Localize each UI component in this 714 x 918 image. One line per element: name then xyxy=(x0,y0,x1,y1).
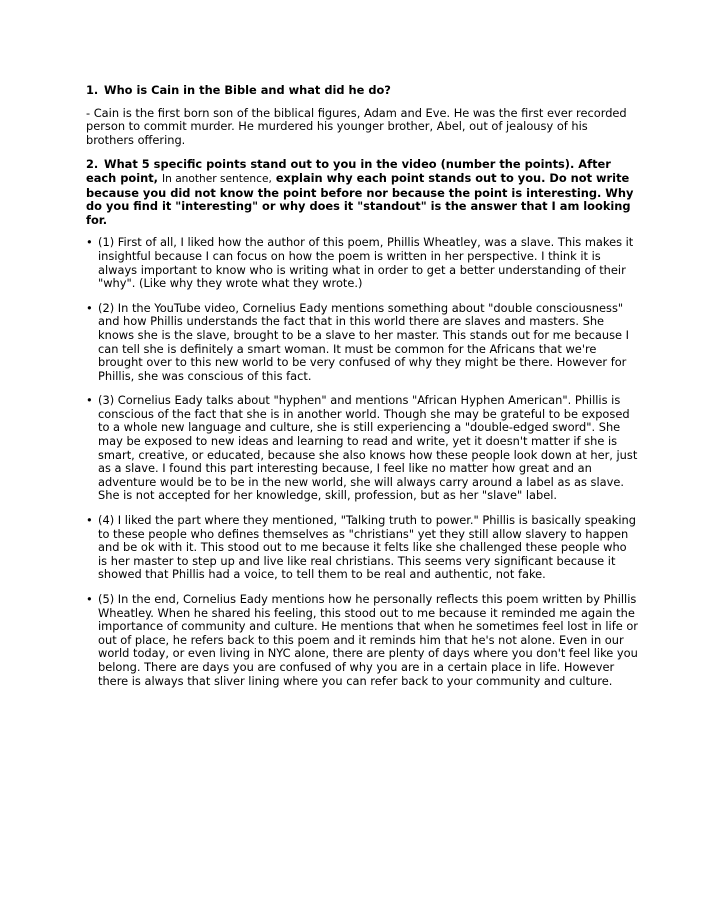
question-1-text: Who is Cain in the Bible and what did he do? xyxy=(104,83,391,97)
point-text: (3) Cornelius Eady talks about "hyphen" and mentions "African Hyphen American". Phillis is conscious of the fact that she is in another world. Though she may be grateful to be exposed to a whole new language and culture, she is still experiencing a "double-edged sword". She may be exposed to new ideas and learning to read and write, yet it doesn't matter if she is smart, creative, or educated, because she also knows how these people look down at her, just as a slave. I found this part interesting because, I feel like no matter how great and an adventure would be to be in the new world, she will always carry around a label as as slave. She is not accepted for her knowledge, skill, profession, but as her "slave" label. xyxy=(98,393,638,503)
question-1-number: 1. xyxy=(86,83,99,97)
question-1-answer: - Cain is the first born son of the biblical figures, Adam and Eve. He was the first ever recorded person to commit murder. He murdered his younger brother, Abel, out of jealousy of his brothers offering. xyxy=(86,105,627,147)
point-text: (2) In the YouTube video, Cornelius Eady mentions something about "double consciousness" and how Phillis understands the fact that in this world there are slaves and masters. She knows she is the slave, brought to be a slave to her master. This stands out for me because I can tell she is definitely a smart woman. It must be common for the Africans that we're brought over to this new world to be very confused of why they might be there. However for Phillis, she was conscious of this fact. xyxy=(98,300,630,383)
list-item xyxy=(86,394,638,503)
point-text: (4) I liked the part where they mentioned, "Talking truth to power." Phillis is basically speaking to these people who defines themselves as "christians" yet they still allow slavery to happen and be ok with it. This stood out to me because it felts like she challenged these people who is her master to step up and live like real christians. This seems very significant because it showed that Phillis had a voice, to tell them to be real and authentic, not fake. xyxy=(98,513,636,582)
point-text: (5) In the end, Cornelius Eady mentions how he personally reflects this poem written by Phillis Wheatley. When he shared his feeling, this stood out to me because it reminded me again the importance of community and culture. He mentions that when he sometimes feel lost in life or out of place, he refers back to this poem and it reminds him that he's not alone. Even in our world today, or even living in NYC alone, there are plenty of days where you don't feel like you belong. There are days you are confused of why you are in a certain place in life. However there is always that sliver lining where you can refer back to your community and culture. xyxy=(98,592,638,688)
point-text: (1) First of all, I liked how the author of this poem, Phillis Wheatley, was a slave. This makes it insightful because I can focus on how the poem is written in her perspective. I think it is always important to know who is writing what in order to get a better understanding of their "why". (Like why they wrote what they wrote.) xyxy=(98,235,634,291)
list-item xyxy=(86,593,638,688)
points-list xyxy=(86,236,638,688)
bullet-icon: • xyxy=(86,513,93,528)
list-item xyxy=(86,514,638,582)
question-1-heading xyxy=(86,84,638,98)
question-2-number: 2. xyxy=(86,157,99,172)
question-2-text-part1: What 5 specific points stand out to you in the video (number the points). After each point, xyxy=(86,157,611,185)
list-item xyxy=(86,236,638,290)
list-item xyxy=(86,302,638,384)
bullet-icon: • xyxy=(86,300,93,315)
bullet-icon: • xyxy=(86,235,93,250)
question-2-text-part2: explain why each point stands out to you. Do not write because you did not know the point before nor because the point is interesting. Why do you find it "interesting" or why does it "standout" is the answer that I am looking for. xyxy=(86,170,634,227)
question-2-text-small: In another sentence, xyxy=(161,172,272,185)
bullet-icon: • xyxy=(86,393,93,408)
bullet-icon: • xyxy=(86,592,93,606)
question-2-heading xyxy=(86,158,638,227)
